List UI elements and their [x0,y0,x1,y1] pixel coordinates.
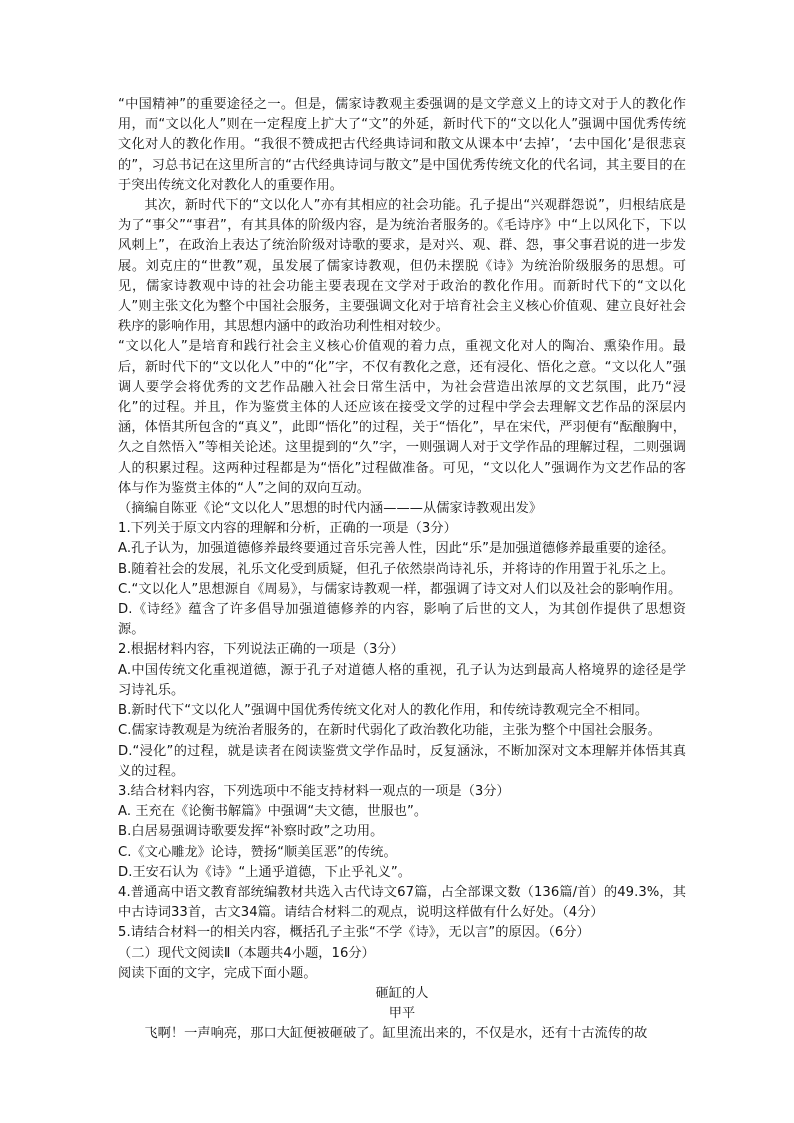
question-1-option-d: D.《诗经》蕴含了许多倡导加强道德修养的内容，影响了后世的文人，为其创作提供了思想资源。 [118,602,686,638]
question-1-option-b: B.随着社会的发展，礼乐文化受到质疑，但孔子依然崇尚诗礼乐，并将诗的作用置于礼乐之上。 [118,561,675,577]
question-3-option-b: B.白居易强调诗歌要发挥“补察时政”之功用。 [118,824,384,840]
document-page [118,95,686,1045]
section-2-instruction: 阅读下面的文字，完成下面小题。 [118,965,317,981]
question-3-stem: 3.结合材料内容，下列选项中不能支持材料一观点的一项是（3分） [118,783,510,799]
article-paragraph-3: “文以化人”是培育和践行社会主义核心价值观的着力点，重视文化对人的陶冶、熏染作用。最后，新时代下的“文以化人”中的“化”字，不仅有教化之意，还有浸化、悟化之意。“文以化人”强调人要学会将优秀的文艺作品融入社会日常生活中，为社会营造出浓厚的文艺氛围，此乃“浸化”的过程。并且，作为鉴赏主体的人还应该在接受文学的过程中学会去理解文艺作品的深层内涵，体悟其所包含的“真义”，此即“悟化”的过程，关于“悟化”，早在宋代，严羽便有“酝酿胸中，久之自然悟入”等相关论述。这里提到的“久”字，一则强调人对于文学作品的理解过程，二则强调人的积累过程。这两种过程都是为“悟化”过程做准备。可见，“文以化人”强调作为文艺作品的客体与作为鉴赏主体的“人”之间的双向互动。 [118,339,686,496]
question-2-option-c: C.儒家诗教观是为统治者服务的，在新时代弱化了政治教化功能，主张为整个中国社会服务。 [118,723,661,739]
question-2-option-a: A.中国传统文化重视道德，源于孔子对道德人格的重视，孔子认为达到最高人格境界的途径是学习诗礼乐。 [118,662,686,698]
question-1-stem: 1.下列关于原文内容的理解和分析，正确的一项是（3分） [118,521,457,537]
article-source: （摘编自陈亚《论“文以化人”思想的时代内涵———从儒家诗教观出发》 [118,501,543,517]
article-paragraph-2: 其次，新时代下的“文以化人”亦有其相应的社会功能。孔子提出“兴观群怨说”，归根结底是为了“事父”“事君”，有其具体的阶级内容，是为统治者服务的。《毛诗序》中“上以风化下，下以风刺上”，在政治上表达了统治阶级对诗歌的要求，是对兴、观、群、怨，事父事君说的进一步发展。刘克庄的“世教”观，虽发展了儒家诗教观，但仍未摆脱《诗》为统治阶级服务的思想。可见，儒家诗教观中诗的社会功能主要表现在文学对于政治的教化作用。而新时代下的“文以化人”则主张文化为整个中国社会服务，主要强调文化对于培育社会主义核心价值观、建立良好社会秩序的影响作用，其思想内涵中的政治功利性相对较少。 [118,198,686,335]
question-5: 5.请结合材料一的相关内容，概括孔子主张“不学《诗》，无以言”的原因。（6分） [118,925,590,941]
story-author: 甲平 [388,1006,416,1022]
story-first-line: 飞啊！一声响亮，那口大缸便被砸破了。缸里流出来的，不仅是水，还有十古流传的故 [144,1026,648,1042]
question-2-stem: 2.根据材料内容，下列说法正确的一项是（3分） [118,642,404,658]
question-3-option-c: C.《文心雕龙》论诗，赞扬“顺美匡恶”的传统。 [118,844,397,860]
story-title: 砸缸的人 [375,985,429,1001]
question-2-option-d: D.“浸化”的过程，就是读者在阅读鉴赏文学作品时，反复涵泳，不断加深对文本理解并体悟其真义的过程。 [118,743,686,779]
question-4: 4.普通高中语文教育部统编教材共选入古代诗文67篇，占全部课文数（136篇/首）的49.3%，其中古诗词33首，古文34篇。请结合材料二的观点，说明这样做有什么好处。（4分） [118,884,686,921]
question-1-option-c: C.“文以化人”思想源自《周易》，与儒家诗教观一样，都强调了诗文对人们以及社会的影响作用。 [118,581,682,597]
article-paragraph-1: “中国精神”的重要途径之一。但是，儒家诗教观主委强调的是文学意义上的诗文对于人的教化作用，而“文以化人”则在一定程度上扩大了“文”的外延，新时代下的“文以化人”强调中国优秀传统文化对人的教化作用。“我很不赞成把古代经典诗词和散文从课本中‘去掉’，‘去中国化’是很悲哀的”，习总书记在这里所言的“古代经典诗词与散文”是中国优秀传统文化的代名词，其主要目的在于突出传统文化对教化人的重要作用。 [118,97,686,193]
question-3-option-d: D.王安石认为《诗》“上通乎道德，下止乎礼义”。 [118,864,411,880]
question-3-option-a: A. 王充在《论衡书解篇》中强调“夫文德，世服也”。 [118,804,428,820]
section-2-heading: （二）现代文阅读Ⅱ（本题共4小题，16分） [118,945,375,961]
question-1-option-a: A.孔子认为，加强道德修养最终要通过音乐完善人性，因此“乐”是加强道德修养最重要的途径。 [118,541,675,557]
question-2-option-b: B.新时代下“文以化人”强调中国优秀传统文化对人的教化作用，和传统诗教观完全不相同。 [118,703,649,719]
